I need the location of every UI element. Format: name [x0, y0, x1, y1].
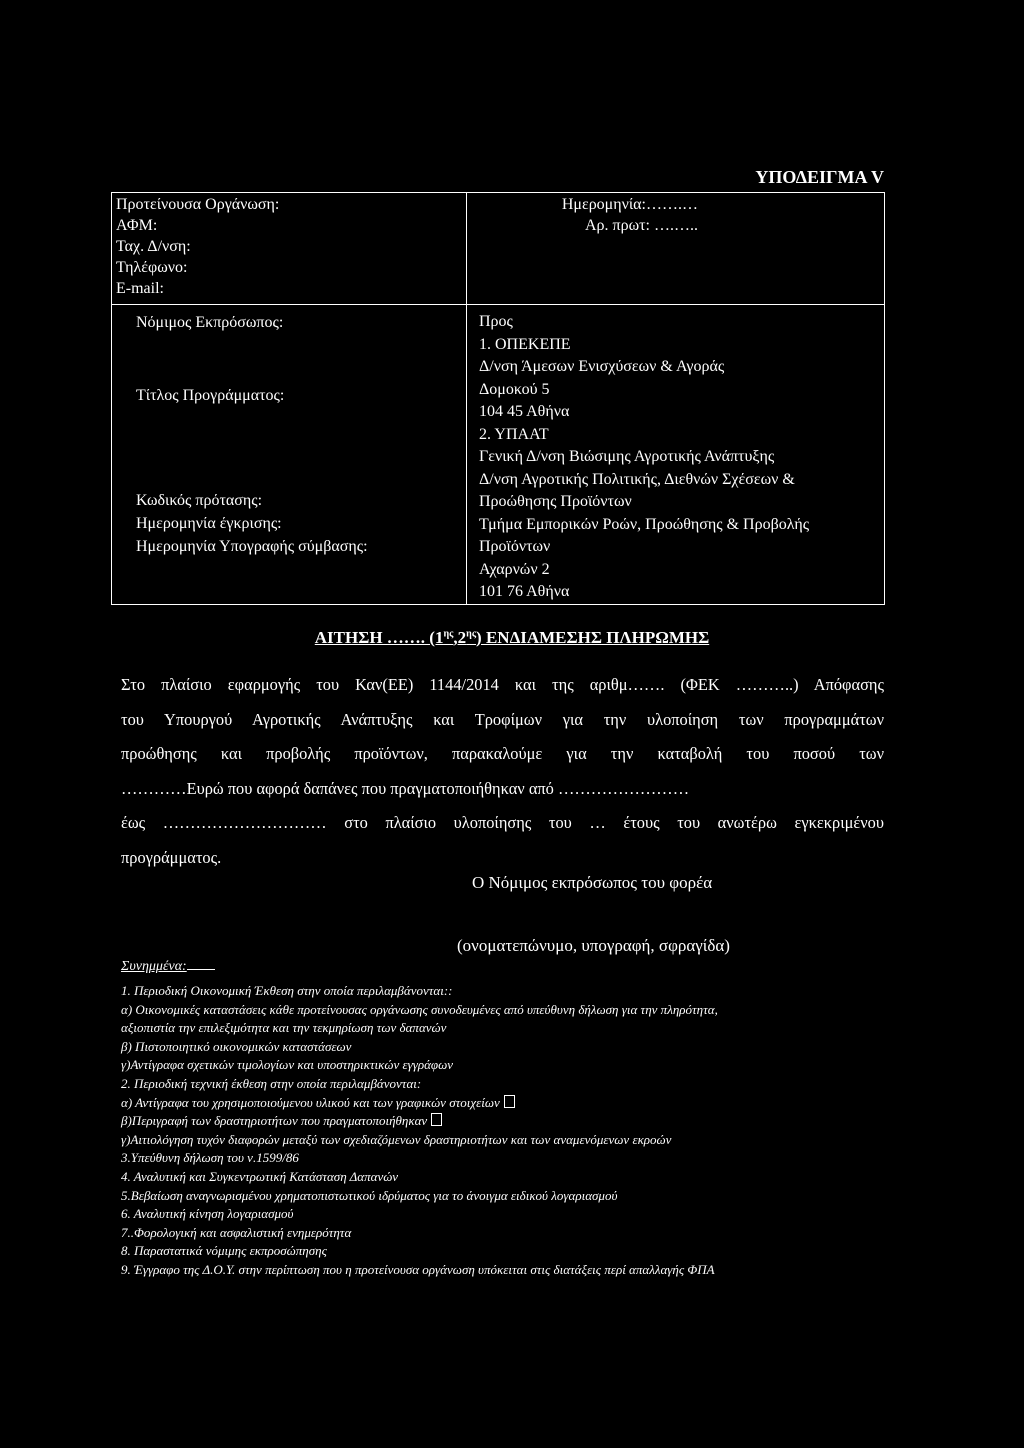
body-line: …………Ευρώ που αφορά δαπάνες που πραγματοποιήθηκαν από ……………………	[121, 778, 690, 798]
applicant-org-field: Προτείνουσα Οργάνωση:	[116, 196, 280, 213]
contract-date-field: Ημερομηνία Υπογραφής σύμβασης:	[136, 538, 368, 555]
recipient-line: 104 45 Αθήνα	[479, 403, 570, 420]
model-label: ΥΠΟΔΕΙΓΜΑ V	[755, 167, 884, 187]
list-item: 7..Φορολογική και ασφαλιστική ενημερότητα	[121, 1224, 352, 1240]
list-item: β) Πιστοποιητικό οικονομικών καταστάσεων	[121, 1038, 352, 1054]
body-line: του Υπουργού Αγροτικής Ανάπτυξης και Τροφίμων για την υλοποίηση των προγραμμάτων	[121, 709, 884, 729]
address-field: Ταχ. Δ/νση:	[116, 238, 191, 255]
list-item: β)Περιγραφή των δραστηριοτήτων που πραγματοποιήθηκαν	[121, 1112, 901, 1131]
list-item: 6. Αναλυτική κίνηση λογαριασμού	[121, 1206, 294, 1222]
protocol-field: Αρ. πρωτ: ….…..	[584, 217, 698, 234]
recipient-cell	[467, 305, 885, 605]
recipient-line: Δομοκού 5	[479, 380, 550, 398]
recipient-line: Προς	[479, 313, 513, 330]
list-item: 8. Παραστατικά νόμιμης εκπροσώπησης	[121, 1243, 327, 1259]
checkbox-icon	[431, 1113, 442, 1126]
recipient-line: Προώθησης Προϊόντων	[479, 493, 632, 510]
applicant-info-cell	[112, 193, 467, 305]
proposal-code-field: Κωδικός πρότασης:	[136, 492, 263, 509]
legal-rep-field: Νόμιμος Εκπρόσωπος:	[136, 314, 284, 331]
attachments-list	[121, 982, 901, 1280]
body-line: προώθησης και προβολής προϊόντων, παρακαλούμε για την καταβολή του ποσού των	[121, 744, 884, 763]
recipient-line: Γενική Δ/νση Βιώσιμης Αγροτικής Ανάπτυξης	[479, 448, 775, 465]
body-line: προγράμματος.	[121, 847, 222, 867]
recipient-line: Προϊόντων	[479, 538, 551, 555]
recipient-line: 101 76 Αθήνα	[479, 583, 570, 600]
list-item: α) Οικονομικές καταστάσεις κάθε προτείνουσας οργάνωσης συνοδευμένες από υπεύθυνη δήλωση για την πληρότητα,	[121, 1001, 718, 1017]
list-item: 2. Περιοδική τεχνική έκθεση στην οποία περιλαμβάνονται:	[121, 1075, 422, 1091]
checkbox-icon	[504, 1095, 515, 1108]
list-item: 3.Υπεύθυνη δήλωση του ν.1599/86	[121, 1150, 299, 1166]
recipient-line: 2. ΥΠΑΑΤ	[479, 425, 549, 443]
date-field: Ημερομηνία:…….…	[561, 196, 698, 213]
attachments-label: Συνημμένα:	[121, 959, 215, 975]
request-body	[121, 668, 884, 875]
signatory-title: Ο Νόμιμος εκπρόσωπος του φορέα	[472, 873, 713, 892]
afm-field: ΑΦΜ:	[116, 217, 158, 234]
body-line: έως ………………………… στο πλαίσιο υλοποίησης του … έτους του ανωτέρω εγκεκριμένου	[121, 813, 884, 832]
email-field: E-mail:	[116, 280, 164, 297]
header-table	[111, 192, 885, 605]
list-item: γ)Αντίγραφα σχετικών τιμολογίων και υποστηρικτικών εγγράφων	[121, 1057, 454, 1073]
program-title-field: Τίτλος Προγράμματος:	[136, 387, 285, 404]
signature-instructions: (ονοματεπώνυμο, υπογραφή, σφραγίδα)	[457, 936, 730, 955]
approval-date-field: Ημερομηνία έγκρισης:	[136, 515, 282, 532]
phone-field: Τηλέφωνο:	[116, 259, 188, 276]
recipient-line: Δ/νση Αγροτικής Πολιτικής, Διεθνών Σχέσεων &	[479, 470, 795, 488]
list-item: α) Αντίγραφα του χρησιμοποιούμενου υλικού και των γραφικών στοιχείων	[121, 1094, 901, 1113]
program-info-cell	[112, 305, 467, 605]
list-item: γ)Αιτιολόγηση τυχόν διαφορών μεταξύ των σχεδιαζόμενων δραστηριοτήτων και των αναμενόμενων εκροών	[121, 1131, 672, 1147]
recipient-line: Αχαρνών 2	[479, 560, 550, 578]
recipient-line: Δ/νση Άμεσων Ενισχύσεων & Αγοράς	[479, 358, 725, 375]
document-title: ΑΙΤΗΣΗ ……. $(1^{\eta\varsigma},2^{\eta\varsigma})$ ΕΝΔΙΑΜΕΣΗΣ ΠΛΗΡΩΜΗΣ	[314, 628, 710, 647]
list-item: αξιοπιστία την επιλεξιμότητα και την τεκμηρίωση των δαπανών	[121, 1020, 447, 1036]
list-item: 9. Έγγραφο της Δ.Ο.Υ. στην περίπτωση που η προτείνουσα οργάνωση υπόκειται στις διατάξεις περί απαλλαγής ΦΠΑ	[121, 1261, 715, 1277]
date-protocol-cell	[467, 193, 885, 305]
body-line: Στο πλαίσιο εφαρμογής του Καν(ΕΕ) 1144/2014 και της αριθμ……. (ΦΕΚ ………..) Απόφασης	[121, 675, 884, 694]
recipient-line: 1. ΟΠΕΚΕΠΕ	[479, 335, 571, 353]
list-item: 5.Βεβαίωση αναγνωρισμένου χρηματοπιστωτικού ιδρύματος για το άνοιγμα ειδικού λογαριασμού	[121, 1187, 618, 1203]
list-item: 4. Αναλυτική και Συγκεντρωτική Κατάσταση Δαπανών	[121, 1168, 399, 1184]
list-item: 1. Περιοδική Οικονομική Έκθεση στην οποία περιλαμβάνονται::	[121, 983, 453, 998]
recipient-line: Τμήμα Εμπορικών Ροών, Προώθησης & Προβολής	[479, 515, 810, 533]
